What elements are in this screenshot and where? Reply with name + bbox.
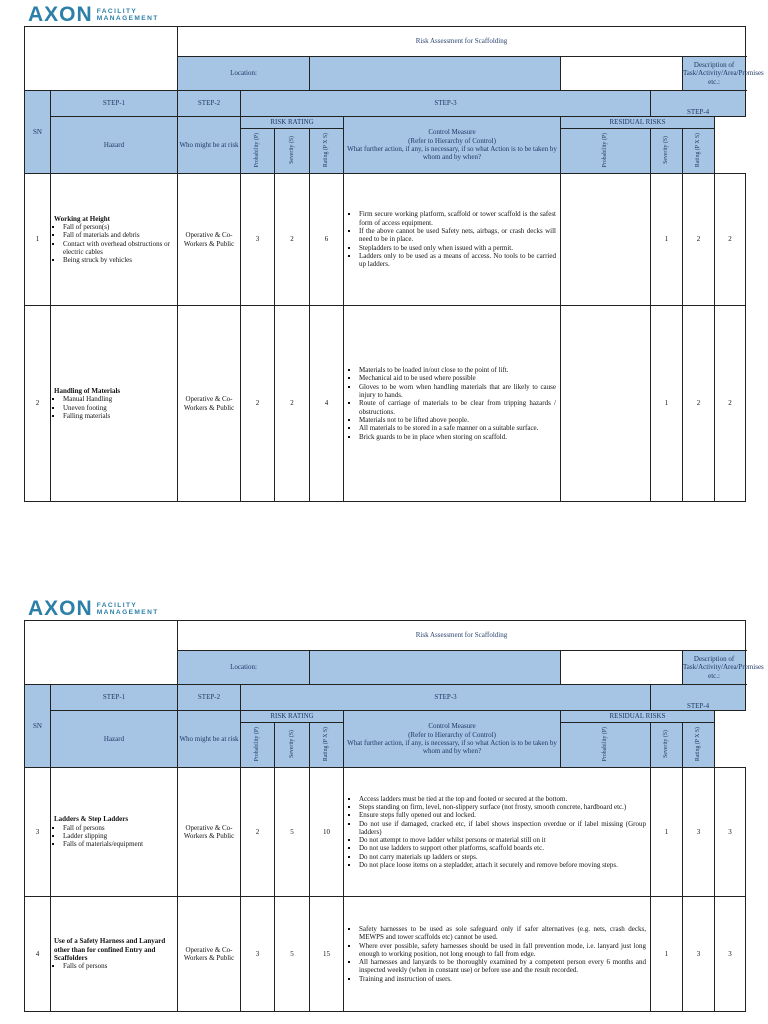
- residual-severity-header: Severity (S): [651, 723, 683, 768]
- who-header: Who might be at risk: [178, 711, 241, 768]
- control-item: ▪ Materials not to be lifted above people.: [359, 416, 556, 424]
- control-item: ▪ Stepladders to be used only when issued with a permit.: [359, 244, 556, 252]
- hazard-cell: [51, 306, 178, 502]
- who-header: Who might be at risk: [178, 117, 241, 174]
- sn-cell: 4: [25, 897, 51, 1012]
- severity-header: Severity (S): [275, 129, 310, 174]
- who-cell: Operative & Co-Workers & Public: [178, 897, 241, 1012]
- control-item: ▪ Do not use if damaged, cracked etc, if label shows inspection overdue or if label missing (Group ladders): [359, 820, 646, 837]
- probability-value: 2: [241, 768, 275, 897]
- hazard-item: ▪ Uneven footing: [63, 404, 174, 412]
- residual-severity-value: 3: [683, 768, 715, 897]
- residual-rating-header: Rating (P X S): [683, 723, 715, 768]
- hazard-item: ▪ Fall of person(s): [63, 223, 174, 231]
- hazard-item: ▪ Contact with overhead obstructions or electric cables: [63, 240, 174, 257]
- hazard-cell: [51, 174, 178, 306]
- hazard-cell: [51, 768, 178, 897]
- page-title: Risk Assessment for Scaffolding: [178, 27, 746, 57]
- step4-header: STEP-4: [651, 685, 746, 711]
- step3-header: STEP-3: [241, 91, 651, 117]
- residual-probability-value: 1: [651, 897, 683, 1012]
- sn-cell: 3: [25, 768, 51, 897]
- control-item: ▪ Ladders only to be used as a means of access. No tools to be carried up ladders.: [359, 252, 556, 269]
- step1-header: STEP-1: [51, 91, 178, 117]
- control-item: ▪ Ensure steps fully opened out and locked.: [359, 811, 646, 819]
- hazard-item: ▪ Fall of materials and debris: [63, 231, 174, 239]
- control-item: ▪ Brick guards to be in place when storing on scaffold.: [359, 433, 556, 441]
- rating-value: 10: [310, 768, 344, 897]
- step2-header: STEP-2: [178, 91, 241, 117]
- control-measures-cell: [344, 897, 651, 1012]
- residual-risks-header: RESIDUAL RISKS: [561, 711, 715, 723]
- residual-risks-header: RESIDUAL RISKS: [561, 117, 715, 129]
- risk-assessment-table: [24, 26, 764, 502]
- step4-header: STEP-4: [651, 91, 746, 117]
- residual-probability-header: Probability (P): [561, 129, 651, 174]
- step1-header: STEP-1: [51, 685, 178, 711]
- sn-header: SN: [25, 685, 51, 768]
- severity-header: Severity (S): [275, 723, 310, 768]
- control-header: Control Measure (Refer to Hierarchy of Control) What further action, if any, is necessary, if so what Action is to be taken by whom and by when?: [344, 117, 561, 174]
- severity-value: 2: [275, 306, 310, 502]
- residual-rating-value: 2: [715, 174, 746, 306]
- hazard-item: ▪ Manual Handling: [63, 395, 174, 403]
- control-item: ▪ Safety harnesses to be used as sole safeguard only if safer alternatives (e.g. nets, crash decks, MEWPS and tower scaffolds etc) cannot be used.: [359, 925, 646, 942]
- hazard-cell: [51, 897, 178, 1012]
- risk-rating-header: RISK RATING: [241, 117, 344, 129]
- hazard-item: ▪ Falls of persons: [63, 962, 174, 970]
- control-item: ▪ Steps standing on firm, level, non-slippery surface (not frosty, smooth concrete, hardboard etc.): [359, 803, 646, 811]
- residual-probability-header: Probability (P): [561, 723, 651, 768]
- residual-probability-value: 1: [651, 306, 683, 502]
- description-label: Description of Task/Activity/Area/Premises etc.:: [683, 57, 746, 91]
- control-item: ▪ All materials to be stored in a safe manner on a suitable surface.: [359, 424, 556, 432]
- control-item: ▪ Access ladders must be tied at the top and footed or secured at the bottom.: [359, 795, 646, 803]
- control-item: ▪ Mechanical aid to be used where possible: [359, 374, 556, 382]
- location-value: [561, 57, 683, 91]
- control-item: ▪ Training and instruction of users.: [359, 975, 646, 983]
- logo-text: FACILITY MANAGEMENT: [96, 7, 159, 22]
- control-header: Control Measure (Refer to Hierarchy of Control) What further action, if any, is necessary, if so what Action is to be taken by whom and by when?: [344, 711, 561, 768]
- hazard-title: Use of a Safety Harness and Lanyard other than for confined Entry and Scaffolders: [54, 937, 166, 962]
- description-label: Description of Task/Activity/Area/Premises etc.:: [683, 651, 746, 685]
- probability-value: 3: [241, 897, 275, 1012]
- control-item: ▪ Do not use ladders to support other platforms, scaffold boards etc.: [359, 844, 646, 852]
- hazard-item: ▪ Ladder slipping: [63, 832, 174, 840]
- probability-header: Probability (P): [241, 129, 275, 174]
- logo-text: FACILITY MANAGEMENT: [96, 601, 159, 616]
- control-measures-cell: [344, 174, 561, 306]
- blank-cell: [25, 27, 178, 91]
- risk-assessment-table: [24, 620, 764, 1012]
- residual-rating-value: 3: [715, 768, 746, 897]
- location-pad: [310, 651, 561, 685]
- severity-value: 5: [275, 897, 310, 1012]
- residual-probability-value: 1: [651, 174, 683, 306]
- residual-severity-value: 2: [683, 306, 715, 502]
- residual-severity-value: 2: [683, 174, 715, 306]
- residual-severity-header: Severity (S): [651, 129, 683, 174]
- control-extension-cell: [561, 306, 651, 502]
- rating-value: 15: [310, 897, 344, 1012]
- rating-value: 4: [310, 306, 344, 502]
- table-row: [25, 768, 746, 897]
- logo-mark: AXON: [28, 3, 93, 26]
- step3-header: STEP-3: [241, 685, 651, 711]
- control-item: ▪ Gloves to be worn when handling materials that are likely to cause injury to hands.: [359, 383, 556, 400]
- location-pad: [310, 57, 561, 91]
- hazard-item: ▪ Falling materials: [63, 412, 174, 420]
- hazard-item: ▪ Falls of materials/equipment: [63, 840, 174, 848]
- control-item: ▪ Do not attempt to move ladder whilst persons or material still on it: [359, 836, 646, 844]
- hazard-title: Ladders & Step Ladders: [54, 815, 129, 824]
- control-item: ▪ Route of carriage of materials to be clear from tripping hazards / obstructions.: [359, 399, 556, 416]
- hazard-title: Working at Height: [54, 214, 111, 223]
- table-row: [25, 306, 746, 502]
- residual-probability-value: 1: [651, 768, 683, 897]
- step2-header: STEP-2: [178, 685, 241, 711]
- control-item: ▪ All harnesses and lanyards to be thoroughly examined by a competent person every 6 months and inspected weekly (when in constant use) or before use and the result recorded.: [359, 958, 646, 975]
- logo-mark: AXON: [28, 597, 93, 620]
- hazard-item: ▪ Fall of persons: [63, 824, 174, 832]
- who-cell: Operative & Co-Workers & Public: [178, 306, 241, 502]
- control-measures-cell: [344, 768, 651, 897]
- blank-cell: [25, 621, 178, 685]
- page-title: Risk Assessment for Scaffolding: [178, 621, 746, 651]
- table-row: [25, 174, 746, 306]
- control-measures-cell: [344, 306, 561, 502]
- rating-header: Rating (P X S): [310, 129, 344, 174]
- control-extension-cell: [561, 174, 651, 306]
- rating-header: Rating (P X S): [310, 723, 344, 768]
- who-cell: Operative & Co-Workers & Public: [178, 768, 241, 897]
- location-value: [561, 651, 683, 685]
- probability-header: Probability (P): [241, 723, 275, 768]
- control-item: ▪ Where ever possible, safety harnesses should be used in fall prevention mode, i.e. lanyard just long enough to working position, not long enough to fall from edge.: [359, 942, 646, 959]
- sn-header: SN: [25, 91, 51, 174]
- hazard-header: Hazard: [51, 711, 178, 768]
- company-logo: [28, 5, 159, 25]
- location-label: Location:: [178, 57, 310, 91]
- table-row: [25, 897, 746, 1012]
- control-item: ▪ Do not carry materials up ladders or steps.: [359, 853, 646, 861]
- control-item: ▪ Firm secure working platform, scaffold or tower scaffold is the safest form of access equipment.: [359, 210, 556, 227]
- hazard-header: Hazard: [51, 117, 178, 174]
- residual-rating-header: Rating (P X S): [683, 129, 715, 174]
- sn-cell: 1: [25, 174, 51, 306]
- rating-value: 6: [310, 174, 344, 306]
- probability-value: 3: [241, 174, 275, 306]
- sn-cell: 2: [25, 306, 51, 502]
- severity-value: 5: [275, 768, 310, 897]
- residual-rating-value: 3: [715, 897, 746, 1012]
- who-cell: Operative & Co-Workers & Public: [178, 174, 241, 306]
- control-item: ▪ Do not place loose items on a stepladder, attach it securely and remove before moving steps.: [359, 861, 646, 869]
- control-item: ▪ If the above cannot be used Safety nets, airbags, or crash decks will need to be in place.: [359, 227, 556, 244]
- hazard-title: Handling of Materials: [54, 386, 121, 395]
- risk-rating-header: RISK RATING: [241, 711, 344, 723]
- control-item: ▪ Materials to be loaded in/out close to the point of lift.: [359, 366, 556, 374]
- company-logo: [28, 599, 159, 619]
- residual-severity-value: 3: [683, 897, 715, 1012]
- location-label: Location:: [178, 651, 310, 685]
- hazard-item: ▪ Being struck by vehicles: [63, 256, 174, 264]
- probability-value: 2: [241, 306, 275, 502]
- severity-value: 2: [275, 174, 310, 306]
- residual-rating-value: 2: [715, 306, 746, 502]
